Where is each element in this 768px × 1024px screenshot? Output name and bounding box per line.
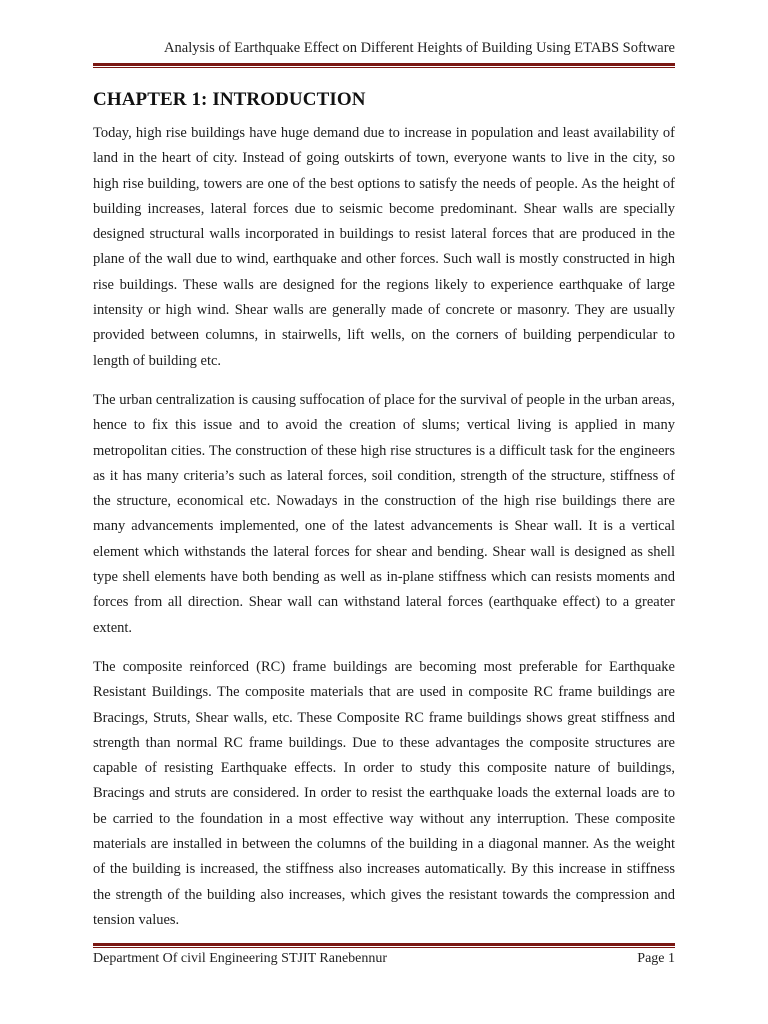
chapter-title: CHAPTER 1: INTRODUCTION (93, 89, 366, 110)
paragraph-3: The composite reinforced (RC) frame buildings are becoming most preferable for Earthquake Resistant Buildings. The composite materials that are used in composite RC frame buildings are Bracings, Struts, Shear walls, etc. These Composite RC frame buildings shows great stiffness and strength than normal RC frame buildings. Due to these advantages the composite structures are capable of resisting Earthquake effects. In order to study this composite nature of buildings, Bracings and struts are considered. In order to resist the earthquake loads the external loads are to be carried to the foundation in a most effective way without any interruption. These composite materials are installed in between the columns of the building in a diagonal manner. As the weight of the building is increased, the stiffness also increases automatically. By this increase in stiffness the strength of the building also increases, which gives the resistant towards the compression and tension values. (93, 658, 675, 928)
footer-rule (93, 943, 675, 948)
paragraph-1: Today, high rise buildings have huge demand due to increase in population and least availability of land in the heart of city. Instead of going outskirts of town, everyone wants to live in the city, so high rise building, towers are one of the best options to satisfy the needs of people. As the height of building increases, lateral forces due to seismic become predominant. Shear walls are specially designed structural walls incorporated in buildings to resist lateral forces that are produced in the plane of the wall due to wind, earthquake and other forces. Such wall is mostly constructed in high rise buildings. These walls are designed for the regions likely to experience earthquake of large intensity or high wind. Shear walls are generally made of concrete or masonry. They are usually provided between columns, in stairwells, lift wells, on the corners of building perpendicular to length of building etc. (93, 125, 675, 369)
body-text (93, 121, 675, 947)
footer-department: Department Of civil Engineering STJIT Ranebennur (93, 951, 388, 966)
paragraph-2: The urban centralization is causing suffocation of place for the survival of people in the urban areas, hence to fix this issue and to avoid the creation of slums; vertical living is applied in many metropolitan cities. The construction of these high rise structures is a difficult task for the engineers as it has many criteria’s such as lateral forces, soil condition, strength of the structure, stiffness of the structure, economical etc. Nowadays in the construction of the high rise buildings there are many advancements implemented, one of the latest advancements is Shear wall. It is a vertical element which withstands the lateral forces for shear and bending. Shear wall is designed as shell type shell elements have both bending as well as in-plane stiffness which can resists moments and forces from all direction. Shear wall can withstand lateral forces (earthquake effect) to a greater extent. (93, 391, 675, 636)
running-header: Analysis of Earthquake Effect on Different Heights of Building Using ETABS Software (164, 40, 675, 56)
header-rule (93, 63, 675, 68)
page-number: Page 1 (637, 951, 675, 966)
